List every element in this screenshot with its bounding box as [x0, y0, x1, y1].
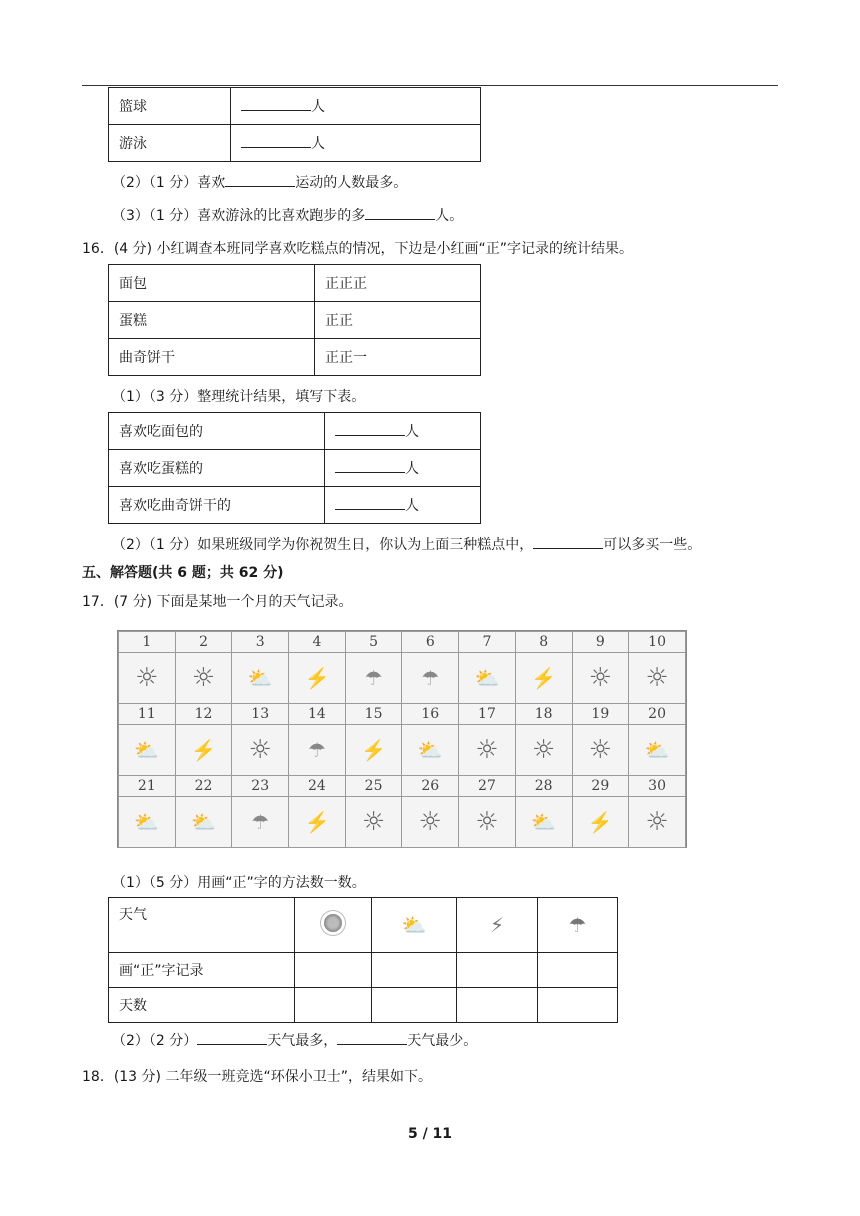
q17-part1: （1）（5 分）用画“正”字的方法数一数。 — [112, 875, 366, 891]
day-number: 29 — [572, 776, 629, 797]
weather-cell — [459, 797, 516, 848]
day-number: 15 — [345, 704, 402, 725]
answer-cell[interactable] — [457, 953, 538, 988]
day-number-row — [119, 632, 686, 653]
page-number: 5 / 11 — [407, 1126, 453, 1142]
day-number: 1 — [119, 632, 176, 653]
weather-cell — [345, 725, 402, 776]
rain-icon: ☂ — [251, 810, 270, 834]
day-number: 7 — [459, 632, 516, 653]
section-heading: 五、解答题(共 6 题；共 62 分) — [82, 565, 284, 581]
day-number: 27 — [459, 776, 516, 797]
weather-icon-row — [119, 653, 686, 704]
day-number: 24 — [289, 776, 346, 797]
weather-cell — [289, 653, 346, 704]
weather-cell — [572, 725, 629, 776]
fill-answer[interactable]: 人 — [325, 413, 481, 450]
day-number: 25 — [345, 776, 402, 797]
weather-cell — [175, 725, 232, 776]
thunder-icon: ⚡ — [191, 738, 216, 762]
weather-cell — [232, 797, 289, 848]
day-number: 28 — [515, 776, 572, 797]
day-number: 6 — [402, 632, 459, 653]
thunder-icon: ⚡ — [304, 810, 330, 834]
day-number: 12 — [175, 704, 232, 725]
sun-icon: ☼ — [475, 807, 499, 837]
cloudy-icon: ⛅ — [644, 738, 670, 762]
weather-cell — [515, 797, 572, 848]
header-rule — [82, 85, 778, 86]
q15-label: 游泳 — [109, 125, 231, 162]
weather-cell — [345, 653, 402, 704]
q18-stem: 18．(13 分) 二年级一班竞选“环保小卫士”，结果如下。 — [82, 1069, 432, 1085]
table-row — [109, 125, 481, 162]
day-number: 2 — [175, 632, 232, 653]
sun-icon: ☼ — [191, 663, 216, 693]
q16-part2: （2）（1 分）如果班级同学为你祝贺生日，你认为上面三种糕点中， 可以多买一些。 — [112, 534, 701, 554]
thunder-icon: ⚡ — [531, 666, 557, 690]
row-header: 画“正”字记录 — [109, 953, 295, 988]
weather-cell — [119, 653, 176, 704]
weather-cell — [175, 653, 232, 704]
day-number: 4 — [289, 632, 346, 653]
sun-icon: ☼ — [645, 663, 669, 693]
day-number: 11 — [119, 704, 176, 725]
cloudy-icon: ⛅ — [134, 810, 160, 834]
cloudy-icon: ⛅ — [474, 666, 500, 690]
weather-cell — [232, 653, 289, 704]
fill-answer[interactable]: 人 — [325, 450, 481, 487]
sun-icon: ☼ — [418, 807, 442, 837]
weather-cell — [629, 725, 686, 776]
q16-stem: 16．(4 分) 小红调查本班同学喜欢吃糕点的情况，下边是小红画“正”字记录的统计结果。 — [82, 241, 634, 257]
answer-cell[interactable] — [295, 988, 372, 1023]
fill-answer[interactable]: 人 — [325, 487, 481, 524]
weather-cell — [459, 653, 516, 704]
fill-label: 喜欢吃蛋糕的 — [109, 450, 325, 487]
sun-icon: ☼ — [475, 735, 499, 765]
day-number-row — [119, 776, 686, 797]
weather-cell — [345, 797, 402, 848]
answer-blank[interactable] — [337, 1030, 407, 1045]
q15-part2: （2）（1 分）喜欢 运动的人数最多。 — [112, 172, 407, 192]
sun-icon: ☼ — [645, 807, 669, 837]
weather-cell — [629, 653, 686, 704]
thunder-icon: ⚡ — [361, 738, 387, 762]
rain-icon: ☂ — [538, 898, 618, 953]
sun-icon: ☼ — [532, 735, 556, 765]
cloudy-icon: ⛅ — [372, 898, 457, 953]
day-number: 26 — [402, 776, 459, 797]
tally-value: 正正一 — [315, 339, 481, 376]
weather-cell — [515, 653, 572, 704]
answer-blank[interactable] — [197, 1030, 267, 1045]
cloudy-icon: ⛅ — [417, 738, 443, 762]
sun-icon — [295, 898, 372, 953]
weather-cell — [402, 653, 459, 704]
tally-label: 蛋糕 — [109, 302, 315, 339]
day-number: 17 — [459, 704, 516, 725]
day-number: 16 — [402, 704, 459, 725]
q15-table — [108, 87, 481, 162]
day-number: 3 — [232, 632, 289, 653]
q15-label: 篮球 — [109, 88, 231, 125]
weather-cell — [515, 725, 572, 776]
q17-part2: （2）（2 分） 天气最多， 天气最少。 — [112, 1030, 477, 1050]
tally-value: 正正正 — [315, 265, 481, 302]
answer-cell[interactable] — [372, 953, 457, 988]
thunder-icon: ⚡ — [304, 666, 330, 690]
q16-fill-table — [108, 412, 481, 524]
day-number: 5 — [345, 632, 402, 653]
day-number: 23 — [232, 776, 289, 797]
day-number: 9 — [572, 632, 629, 653]
row-header: 天数 — [109, 988, 295, 1023]
q17-stem: 17．(7 分) 下面是某地一个月的天气记录。 — [82, 594, 353, 610]
weather-icon-row — [119, 725, 686, 776]
weather-cell — [629, 797, 686, 848]
day-number: 14 — [289, 704, 346, 725]
answer-blank[interactable] — [365, 205, 435, 220]
day-number: 22 — [175, 776, 232, 797]
weather-cell — [402, 725, 459, 776]
weather-cell — [289, 797, 346, 848]
answer-blank[interactable] — [533, 534, 603, 549]
cloudy-icon: ⛅ — [191, 810, 216, 834]
answer-cell[interactable] — [372, 988, 457, 1023]
q16-part1: （1）（3 分）整理统计结果，填写下表。 — [112, 389, 366, 405]
tally-label: 曲奇饼干 — [109, 339, 315, 376]
q15-answer-cell[interactable]: 人 — [231, 88, 481, 125]
fill-label: 喜欢吃面包的 — [109, 413, 325, 450]
thunder-icon: ⚡ — [457, 898, 538, 953]
sun-icon: ☼ — [361, 807, 386, 837]
day-number: 13 — [232, 704, 289, 725]
weather-cell — [119, 797, 176, 848]
answer-blank[interactable] — [225, 172, 295, 187]
table-row — [109, 88, 481, 125]
weather-cell — [572, 653, 629, 704]
cloudy-icon: ⛅ — [531, 810, 557, 834]
day-number-row — [119, 704, 686, 725]
sun-icon: ☼ — [135, 663, 159, 693]
weather-cell — [459, 725, 516, 776]
day-number: 8 — [515, 632, 572, 653]
day-number: 10 — [629, 632, 686, 653]
rain-icon: ☂ — [364, 666, 383, 690]
thunder-icon: ⚡ — [587, 810, 613, 834]
day-number: 18 — [515, 704, 572, 725]
rain-icon: ☂ — [421, 666, 440, 690]
fill-label: 喜欢吃曲奇饼干的 — [109, 487, 325, 524]
day-number: 21 — [119, 776, 176, 797]
day-number: 20 — [629, 704, 686, 725]
q17-count-table — [108, 897, 618, 1023]
weather-cell — [402, 797, 459, 848]
weather-icon-row — [119, 797, 686, 848]
weather-record-image — [117, 630, 687, 848]
q15-answer-cell[interactable]: 人 — [231, 125, 481, 162]
sun-icon: ☼ — [588, 663, 612, 693]
weather-cell — [232, 725, 289, 776]
q15-part3: （3）（1 分）喜欢游泳的比喜欢跑步的多 人。 — [112, 205, 463, 225]
answer-cell[interactable] — [538, 988, 618, 1023]
cloudy-icon: ⛅ — [134, 738, 160, 762]
weather-cell — [175, 797, 232, 848]
weather-cell — [289, 725, 346, 776]
cloudy-icon: ⛅ — [247, 666, 273, 690]
q16-tally-table — [108, 264, 481, 376]
answer-cell[interactable] — [295, 953, 372, 988]
row-header: 天气 — [109, 898, 295, 953]
answer-cell[interactable] — [538, 953, 618, 988]
rain-icon: ☂ — [307, 738, 326, 762]
answer-cell[interactable] — [457, 988, 538, 1023]
day-number: 19 — [572, 704, 629, 725]
day-number: 30 — [629, 776, 686, 797]
tally-label: 面包 — [109, 265, 315, 302]
sun-icon: ☼ — [248, 735, 272, 765]
tally-value: 正正 — [315, 302, 481, 339]
sun-icon: ☼ — [588, 735, 612, 765]
weather-grid — [118, 631, 686, 848]
weather-cell — [572, 797, 629, 848]
weather-cell — [119, 725, 176, 776]
